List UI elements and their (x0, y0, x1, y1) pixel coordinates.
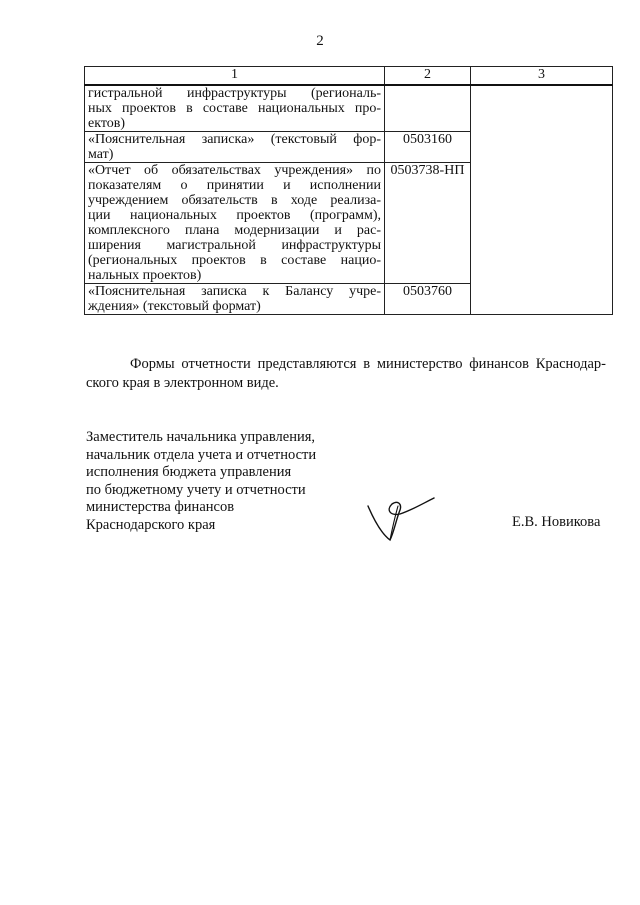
page-number: 2 (316, 33, 324, 49)
forms-table (84, 66, 613, 315)
signatory-title-line: министерства финансов (86, 499, 235, 515)
signatory-title-line: начальник отдела учета и отчетности (86, 446, 317, 463)
form-code-cell (385, 85, 471, 132)
form-description-line: «Пояснительная записка» (текстовый фор- (88, 132, 381, 147)
form-description-line: ектов) (88, 116, 126, 131)
column-3-cell (471, 85, 613, 315)
form-description-cell (85, 284, 385, 315)
form-description-line: (региональных проектов в составе нацио- (88, 253, 381, 268)
form-description-line: показателям о принятии и исполнении (88, 178, 381, 193)
form-description-cell (85, 163, 385, 284)
form-description-line: мат) (88, 147, 114, 162)
column-header-3: 3 (471, 67, 613, 86)
signatory-title-line: Заместитель начальника управления, (86, 429, 316, 445)
column-header-2: 2 (385, 67, 471, 86)
table-header-row (85, 67, 613, 86)
signatory-title-line: исполнения бюджета управления (86, 464, 292, 480)
column-header-1: 1 (85, 67, 385, 86)
form-description-cell (85, 132, 385, 163)
form-description-cell (85, 85, 385, 132)
form-description-line: «Отчет об обязательствах учреждения» по (88, 163, 381, 178)
form-code-cell: 0503760 (385, 284, 471, 315)
form-description-line: ширения магистральной инфраструктуры (88, 238, 381, 253)
form-description-line: ждения» (текстовый формат) (88, 299, 261, 314)
paragraph-line: ского края в электронном виде. (86, 375, 279, 391)
form-code-cell: 0503738-НП (385, 163, 471, 284)
form-description-line: «Пояснительная записка к Балансу учре- (88, 284, 381, 299)
signatory-title (86, 429, 386, 534)
form-description-line: учреждением обязательств в ходе реализа- (88, 193, 381, 208)
form-description-line: ных проектов в составе национальных про- (88, 101, 381, 116)
form-description-line: нальных проектов) (88, 268, 202, 283)
form-description-line: гистральной инфраструктуры (региональ- (88, 86, 381, 101)
form-description-line: ции национальных проектов (программ), (88, 208, 381, 223)
table-row (85, 85, 613, 132)
form-code-cell: 0503160 (385, 132, 471, 163)
signatory-title-line: по бюджетному учету и отчетности (86, 481, 306, 498)
signer-name: Е.В. Новикова (512, 514, 601, 530)
paragraph-line: Формы отчетности представляются в министерство финансов Краснодар- (130, 356, 606, 372)
closing-paragraph (86, 355, 606, 393)
handwritten-signature (360, 490, 440, 550)
signatory-title-line: Краснодарского края (86, 516, 216, 533)
form-description-line: комплексного плана модернизации и рас- (88, 223, 381, 238)
